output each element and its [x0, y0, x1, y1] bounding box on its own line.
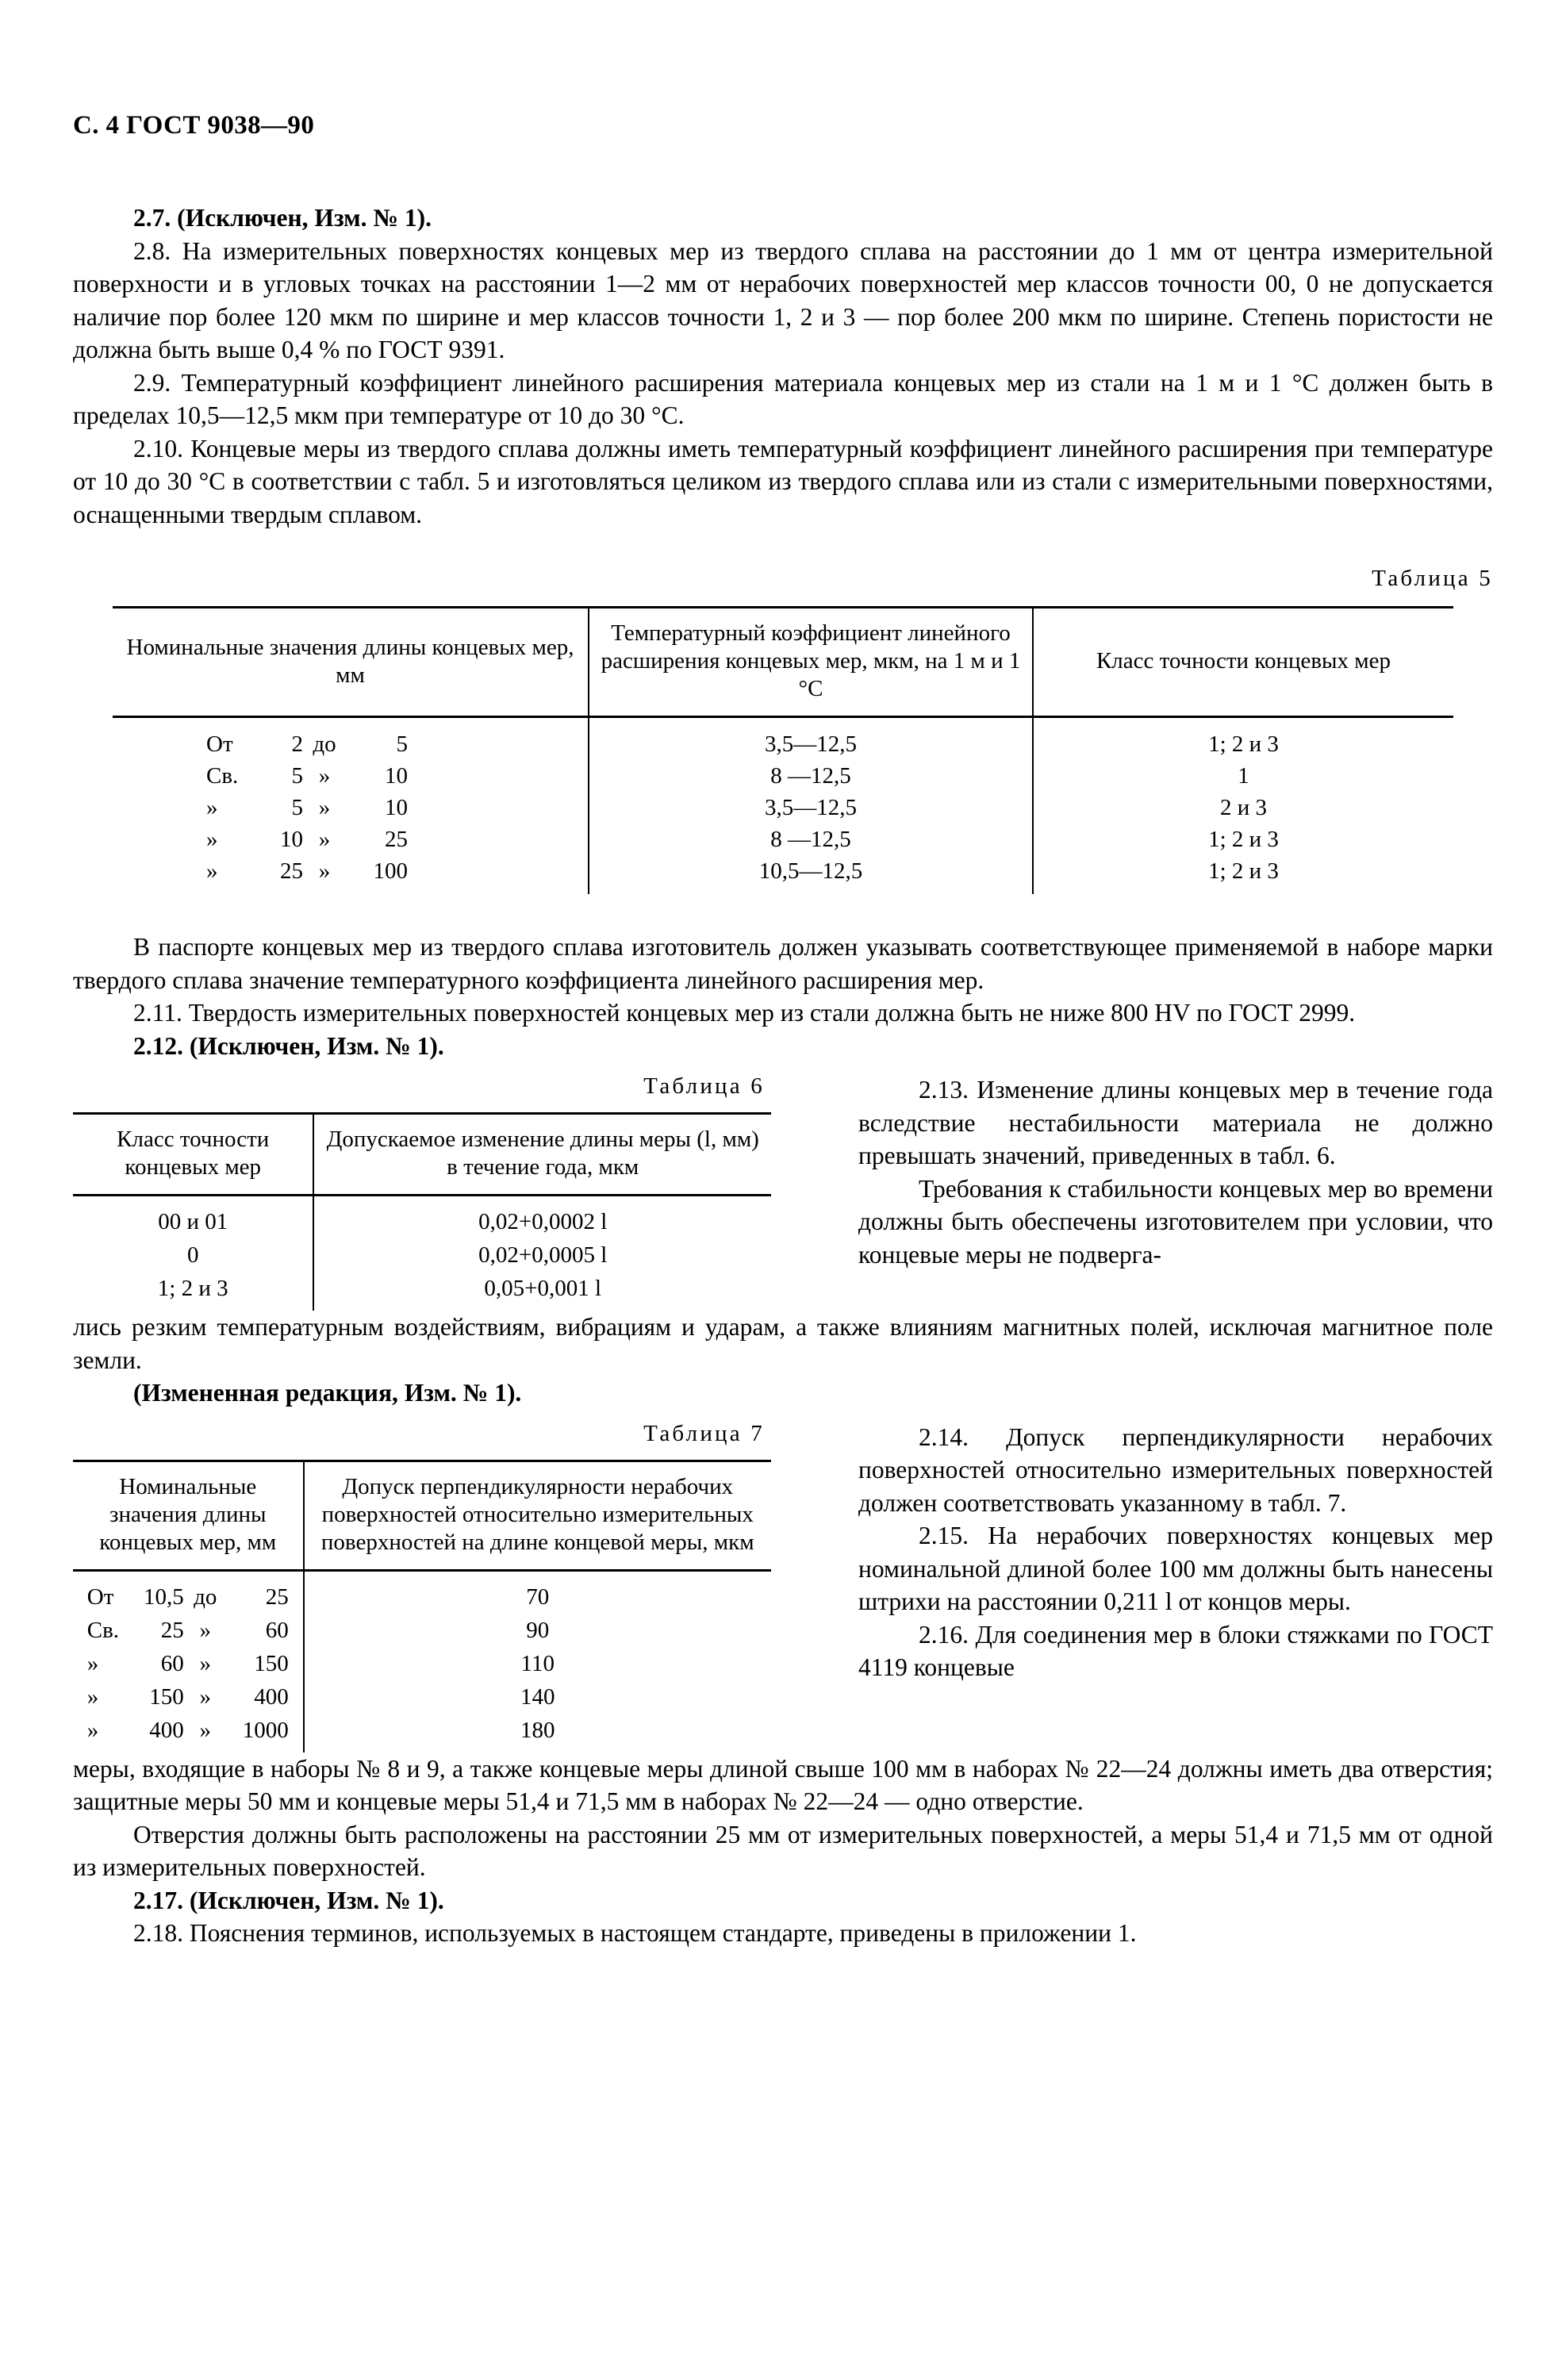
range-from-word: От [206, 731, 233, 758]
range-to-value: 100 [373, 858, 408, 885]
table-5-cell-accuracy: 1; 2 и 3 [1033, 717, 1453, 761]
clause-2-12: 2.12. (Исключен, Изм. № 1). [133, 1031, 444, 1060]
table-5-cell-range [113, 792, 589, 823]
table-row [73, 1614, 771, 1647]
table-6-cell-change: 0,02+0,0005 l [313, 1238, 771, 1272]
table-6-and-clause-2-13-region [73, 1073, 1493, 1311]
range-from-value: 25 [160, 1617, 184, 1643]
table-row [73, 1680, 771, 1714]
table-5-cell-accuracy: 1 [1033, 760, 1453, 792]
table-7-cell-tolerance: 70 [304, 1570, 772, 1614]
range-from-word: » [86, 1683, 99, 1710]
range-to-value: 25 [385, 827, 408, 853]
table-row [73, 1570, 771, 1614]
range-from-word: » [206, 858, 218, 885]
clause-2-13: 2.13. Изменение длины концевых мер в течение года вследствие нестабильности материала не должно превышать значений, приведенных в табл. 6. [858, 1076, 1493, 1170]
range-from-word: Св. [206, 763, 239, 789]
table-5-cell-range [113, 823, 589, 855]
range-from-word: » [206, 795, 218, 821]
table-5-cell-accuracy: 1; 2 и 3 [1033, 855, 1453, 894]
range-from-value: 5 [291, 763, 303, 789]
range-to-word: » [318, 795, 331, 821]
range-to-word: » [199, 1717, 211, 1743]
table-7-col-header-nominal: Номинальные значения длины концевых мер, мм [99, 1473, 277, 1555]
range-to-word: » [199, 1650, 211, 1676]
table-7-cell-range [73, 1570, 304, 1614]
table-6-body [73, 1196, 771, 1311]
table-7-header-row [73, 1461, 771, 1570]
range-to-value: 1000 [242, 1717, 289, 1743]
page-header-marker: С. 4 ГОСТ 9038—90 [73, 111, 315, 140]
table-6-caption: Таблица 6 [643, 1073, 765, 1100]
clause-2-9: 2.9. Температурный коэффициент линейного расширения материала концевых мер из стали на 1 м и 1 °С должен быть в пределах 10,5—12,5 мкм при температуре от 10 до 30 °С. [73, 368, 1493, 430]
table-7-cell-tolerance: 140 [304, 1680, 772, 1714]
table-5-head [113, 608, 1453, 717]
table-6-cell-change: 0,05+0,001 l [313, 1272, 771, 1311]
table-6-cell-class: 00 и 01 [73, 1196, 313, 1239]
range-to-value: 10 [385, 795, 408, 821]
table-row [113, 855, 1453, 894]
table-5-cell-accuracy: 2 и 3 [1033, 792, 1453, 823]
clause-2-17: 2.17. (Исключен, Изм. № 1). [133, 1886, 444, 1914]
range-from-word: Св. [86, 1617, 120, 1643]
table-row [73, 1714, 771, 1752]
range-to-word: » [318, 827, 331, 853]
table-5-header-row [113, 608, 1453, 717]
clauses-2-14-to-2-16-column [858, 1421, 1493, 1684]
table-7-cell-range [73, 1647, 304, 1680]
table-7-cell-tolerance: 110 [304, 1647, 772, 1680]
range-from-value: 25 [280, 858, 303, 885]
range-to-value: 60 [265, 1617, 289, 1643]
clause-2-11: 2.11. Твердость измерительных поверхностей концевых мер из стали должна быть не ниже 800 HV по ГОСТ 2999. [133, 999, 1356, 1027]
table-7-col-header-tolerance: Допуск перпендикулярности нерабочих поверхностей относительно измерительных поверхностей на длине концевой меры, мкм [304, 1461, 772, 1570]
table-7-and-clauses-region [73, 1421, 1493, 1752]
table-5-cell-accuracy: 1; 2 и 3 [1033, 823, 1453, 855]
table-5-cell-range [113, 760, 589, 792]
table-5-cell-coefficient: 8 —12,5 [589, 760, 1033, 792]
table-6-wrapper [73, 1073, 771, 1311]
table-5-col-header-accuracy: Класс точности концевых мер [1033, 608, 1453, 717]
table-5-cell-range [113, 717, 589, 761]
table-5-cell-coefficient: 3,5—12,5 [589, 792, 1033, 823]
table-row [113, 792, 1453, 823]
table-row [73, 1196, 771, 1239]
table-7-cell-tolerance: 180 [304, 1714, 772, 1752]
table-5-body [113, 717, 1453, 895]
table-7-head [73, 1461, 771, 1570]
range-to-value: 5 [396, 731, 408, 758]
paragraph-holes-placement: Отверстия должны быть расположены на расстоянии 25 мм от измерительных поверхностей, а меры 51,4 и 71,5 мм от одной из измерительных поверхностей. [73, 1820, 1493, 1882]
table-6-head [73, 1114, 771, 1196]
table-7-cell-tolerance: 90 [304, 1614, 772, 1647]
clause-2-18: 2.18. Пояснения терминов, используемых в настоящем стандарте, приведены в приложении 1. [133, 1919, 1137, 1948]
clause-2-13-column [858, 1073, 1493, 1271]
range-to-value: 150 [254, 1650, 289, 1676]
table-5-cell-coefficient: 8 —12,5 [589, 823, 1033, 855]
table-6-cell-change: 0,02+0,0002 l [313, 1196, 771, 1239]
range-to-word: до [194, 1583, 217, 1610]
table-7-body [73, 1570, 771, 1752]
clause-2-10: 2.10. Концевые меры из твердого сплава должны иметь температурный коэффициент линейного расширения при температуре от 10 до 30 °С в соответствии с табл. 5 и изготовляться целиком из твердого сплава или из стали с измерительными поверхностями, оснащенными твердым сплавом. [73, 434, 1493, 528]
clause-2-8: 2.8. На измерительных поверхностях концевых мер из твердого сплава на расстоянии до 1 мм от центра измерительной поверхности и в угловых точках на расстоянии 1—2 мм от нерабочих поверхностей мер классов точности 00, 0 не допускается наличие пор более 120 мкм по ширине и мер классов точности 1, 2 и 3 — пор более 200 мкм по ширине. Степень пористости не должна быть выше 0,4 % по ГОСТ 9391. [73, 236, 1493, 364]
table-5-cell-range [113, 855, 589, 894]
table-5-cell-coefficient: 3,5—12,5 [589, 717, 1033, 761]
table-row [73, 1647, 771, 1680]
table-row [113, 717, 1453, 761]
range-from-word: » [86, 1650, 99, 1676]
clause-2-14: 2.14. Допуск перпендикулярности нерабочих поверхностей относительно измерительных поверхностей должен соответствовать указанному в табл. 7. [858, 1422, 1493, 1517]
table-7-cell-range [73, 1680, 304, 1714]
range-from-value: 10 [280, 827, 303, 853]
range-from-word: » [206, 827, 218, 853]
range-from-word: » [86, 1717, 99, 1743]
table-5-cell-coefficient: 10,5—12,5 [589, 855, 1033, 894]
table-5 [113, 606, 1453, 894]
paragraph-2-16-tail: меры, входящие в наборы № 8 и 9, а также концевые меры длиной свыше 100 мм в наборах № 22—24 должны иметь два отверстия; защитные меры 50 мм и концевые меры 51,4 и 71,5 мм в наборах № 22—24 — одно отверстие. [73, 1754, 1493, 1816]
range-to-word: » [318, 858, 331, 885]
page-content [73, 111, 1493, 1950]
table-6 [73, 1112, 771, 1311]
table-row [113, 760, 1453, 792]
range-from-value: 150 [149, 1683, 184, 1710]
table-7-wrapper [73, 1421, 771, 1752]
table-5-caption: Таблица 5 [1372, 566, 1493, 592]
clause-2-13-continued: Требования к стабильности концевых мер во времени должны быть обеспечены изготовителем при условии, что концевые меры не подверга- [858, 1174, 1493, 1269]
range-from-value: 5 [291, 795, 303, 821]
clause-2-16: 2.16. Для соединения мер в блоки стяжками по ГОСТ 4119 концевые [858, 1620, 1493, 1682]
table-7-caption: Таблица 7 [643, 1420, 765, 1446]
range-to-value: 10 [385, 763, 408, 789]
clause-2-7: 2.7. (Исключен, Изм. № 1). [133, 204, 432, 232]
range-to-word: » [199, 1617, 211, 1643]
range-to-value: 400 [254, 1683, 289, 1710]
table-6-header-row [73, 1114, 771, 1196]
paragraph-amended-edition: (Измененная редакция, Изм. № 1). [133, 1379, 522, 1407]
clause-2-15: 2.15. На нерабочих поверхностях концевых мер номинальной длиной более 100 мм должны быть нанесены штрихи на расстоянии 0,211 l от концов меры. [858, 1522, 1493, 1616]
range-from-value: 10,5 [144, 1583, 184, 1610]
table-6-col-header-change: Допускаемое изменение длины меры (l, мм) в течение года, мкм [313, 1114, 771, 1196]
table-row [113, 823, 1453, 855]
table-5-col-header-coefficient: Температурный коэффициент линейного расширения концевых мер, мкм, на 1 м и 1 °С [589, 608, 1033, 717]
table-6-cell-class: 0 [186, 1242, 199, 1269]
table-5-wrapper [113, 606, 1453, 894]
range-to-word: » [199, 1683, 211, 1710]
range-from-value: 400 [149, 1717, 184, 1743]
table-7-cell-range [73, 1714, 304, 1752]
table-5-col-header-nominal: Номинальные значения длины концевых мер, мм [126, 634, 574, 688]
paragraph-2-13-tail: лись резким температурным воздействиям, вибрациям и ударам, а также влияниям магнитных полей, исключая магнитное поле земли. [73, 1313, 1493, 1374]
table-6-col-header-class: Класс точности концевых мер [117, 1127, 270, 1180]
table-7 [73, 1460, 771, 1752]
range-to-value: 25 [265, 1583, 289, 1610]
paragraph-passport-note: В паспорте концевых мер из твердого сплава изготовитель должен указывать соответствующее применяемой в наборе марки твердого сплава значение температурного коэффициента линейного расширения мер. [73, 933, 1493, 994]
range-to-word: до [313, 731, 336, 758]
table-row [73, 1272, 771, 1311]
table-row [73, 1238, 771, 1272]
range-from-word: От [86, 1583, 114, 1610]
range-from-value: 2 [291, 731, 303, 758]
table-7-cell-range [73, 1614, 304, 1647]
table-6-cell-class: 1; 2 и 3 [157, 1276, 228, 1302]
range-from-value: 60 [160, 1650, 184, 1676]
range-to-word: » [318, 763, 331, 789]
